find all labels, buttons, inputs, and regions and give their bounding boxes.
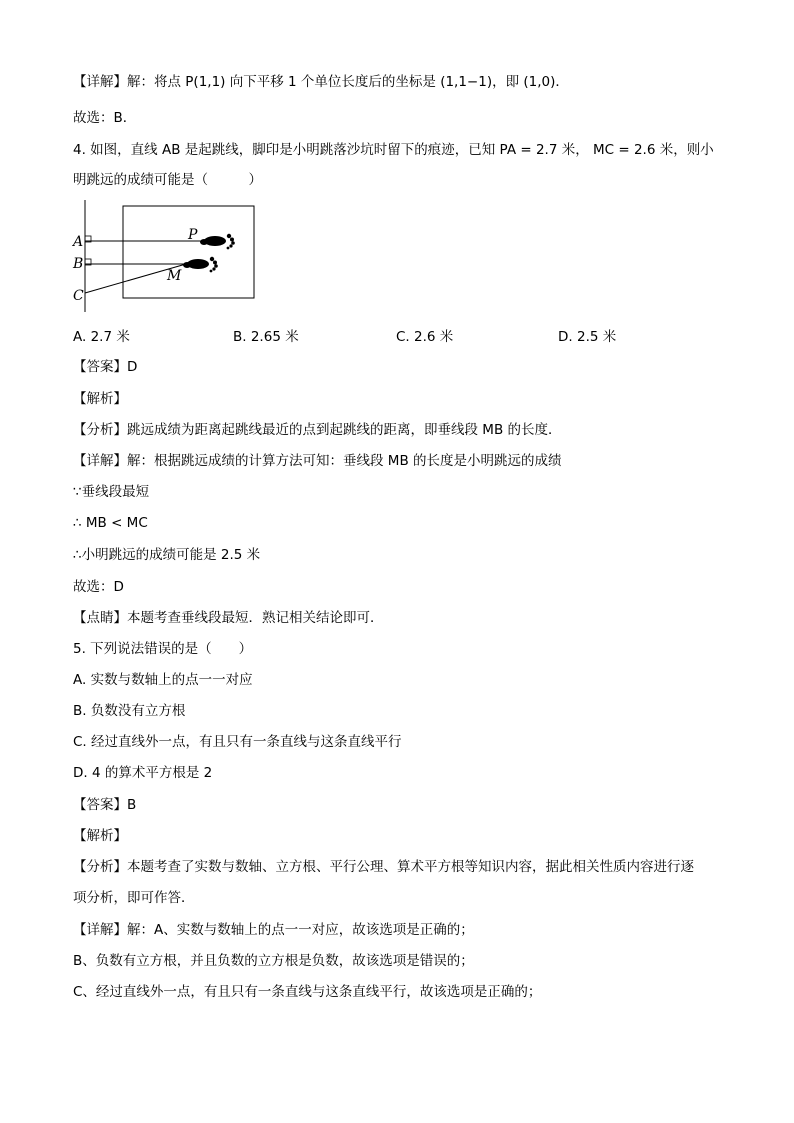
q5-answer: 【答案】B xyxy=(73,797,137,813)
q5-detail-A: 【详解】解：A、实数与数轴上的点一一对应，故该选项是正确的； xyxy=(73,922,474,938)
q4-analysis-heading: 【解析】 xyxy=(73,391,127,407)
q4-therefore-1: ∴ MB < MC xyxy=(73,515,148,531)
question-4-stem-line2: 明跳远的成绩可能是（ ） xyxy=(73,172,262,188)
q4-because: ∵垂线段最短 xyxy=(73,484,150,500)
q4-therefore-2: ∴小明跳远的成绩可能是 2.5 米 xyxy=(73,547,261,563)
q4-option-B: B. 2.65 米 xyxy=(233,329,299,345)
q4-comment: 【点睛】本题考查垂线段最短．熟记相关结论即可． xyxy=(73,610,384,626)
q4-analysis: 【分析】跳远成绩为距离起跳线最近的点到起跳线的距离，即垂线段 MB 的长度． xyxy=(73,422,562,438)
q5-analysis-line2: 项分析，即可作答． xyxy=(73,890,195,906)
q5-analysis-line1: 【分析】本题考查了实数与数轴、立方根、平行公理、算术平方根等知识内容，据此相关性质内容进行逐 xyxy=(73,859,694,875)
q4-option-C: C. 2.6 米 xyxy=(396,329,454,345)
q5-option-B: B. 负数没有立方根 xyxy=(73,703,186,719)
q4-detail: 【详解】解：根据跳远成绩的计算方法可知：垂线段 MB 的长度是小明跳远的成绩 xyxy=(73,453,562,469)
long-jump-figure xyxy=(64,200,264,320)
q5-detail-B: B、负数有立方根，并且负数的立方根是负数，故该选项是错误的； xyxy=(73,953,474,969)
q4-option-A: A. 2.7 米 xyxy=(73,329,130,345)
q5-option-A: A. 实数与数轴上的点一一对应 xyxy=(73,672,253,688)
q5-analysis-heading: 【解析】 xyxy=(73,828,127,844)
footprint-upper-icon xyxy=(200,234,235,250)
q4-answer: 【答案】D xyxy=(73,359,138,375)
q4-choice: 故选：D xyxy=(73,579,124,595)
q5-detail-C: C、经过直线外一点，有且只有一条直线与这条直线平行，故该选项是正确的； xyxy=(73,984,542,1000)
choice-line-q3: 故选：B． xyxy=(73,110,137,126)
q5-option-C: C. 经过直线外一点，有且只有一条直线与这条直线平行 xyxy=(73,734,402,750)
footprint-lower-icon xyxy=(183,257,218,273)
sand-pit xyxy=(123,206,254,298)
label-M: M xyxy=(167,268,182,284)
label-A: A xyxy=(73,234,84,250)
q5-option-D: D. 4 的算术平方根是 2 xyxy=(73,765,213,781)
question-4-stem-line1: 4. 如图，直线 AB 是起跳线，脚印是小明跳落沙坑时留下的痕迹，已知 PA = 2.7 米， MC = 2.6 米，则小 xyxy=(73,142,714,158)
detail-line-q3: 【详解】解：将点 P(1,1) 向下平移 1 个单位长度后的坐标是 (1,1−1)，即 (1,0)． xyxy=(73,74,569,90)
q4-option-D: D. 2.5 米 xyxy=(558,329,617,345)
question-5-stem: 5. 下列说法错误的是（ ） xyxy=(73,641,253,657)
label-P: P xyxy=(188,227,198,243)
label-B: B xyxy=(73,256,84,272)
label-C: C xyxy=(73,288,84,304)
